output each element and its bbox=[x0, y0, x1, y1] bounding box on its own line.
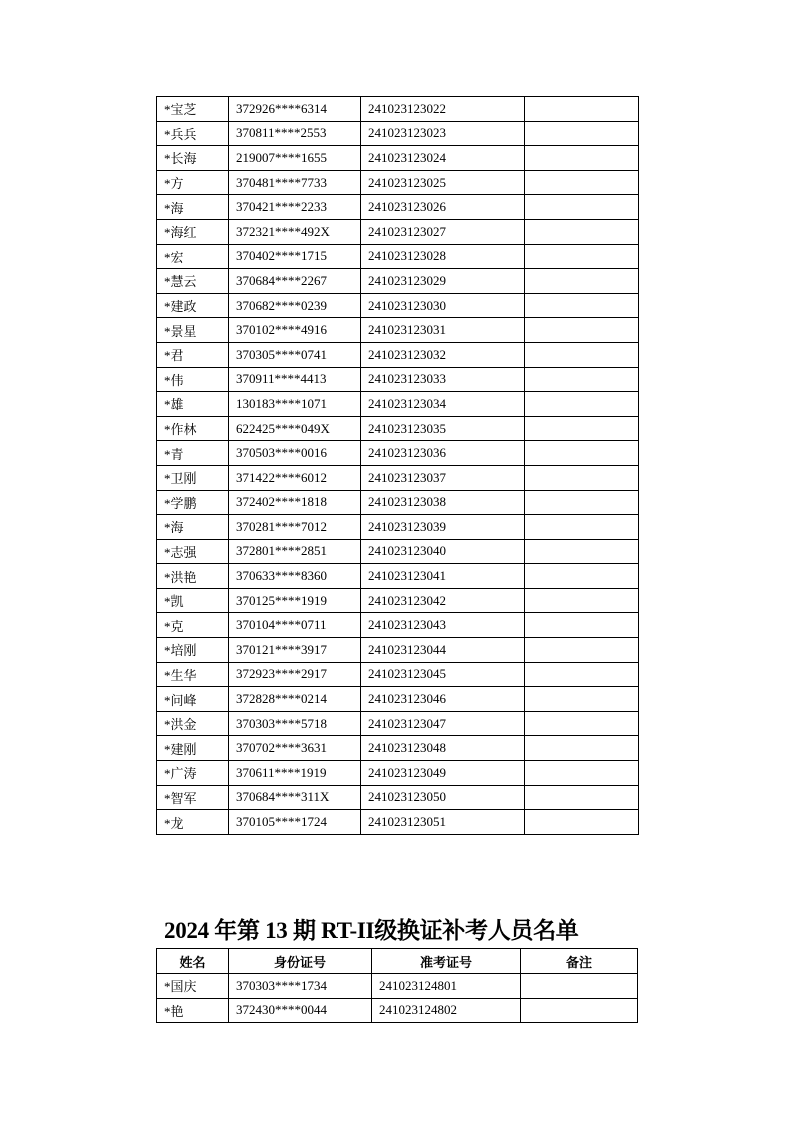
exam-number-cell: 241023123049 bbox=[361, 761, 525, 786]
exam-number-cell: 241023123029 bbox=[361, 269, 525, 294]
name-cell: *宏 bbox=[157, 244, 229, 269]
exam-number-cell: 241023124802 bbox=[372, 998, 521, 1023]
table-row bbox=[157, 318, 639, 343]
exam-number-cell: 241023123034 bbox=[361, 392, 525, 417]
table-row bbox=[157, 810, 639, 835]
remarks-cell bbox=[525, 687, 639, 712]
table-row bbox=[157, 588, 639, 613]
table-row bbox=[157, 761, 639, 786]
name-cell: *青 bbox=[157, 441, 229, 466]
exam-number-cell: 241023123027 bbox=[361, 219, 525, 244]
id-number-cell: 370481****7733 bbox=[229, 170, 361, 195]
exam-number-cell: 241023123046 bbox=[361, 687, 525, 712]
name-cell: *兵兵 bbox=[157, 121, 229, 146]
remarks-cell bbox=[521, 998, 638, 1023]
remarks-cell bbox=[525, 564, 639, 589]
id-number-cell: 370303****5718 bbox=[229, 711, 361, 736]
table-row bbox=[157, 392, 639, 417]
id-number-cell: 219007****1655 bbox=[229, 146, 361, 171]
table-row bbox=[157, 736, 639, 761]
table-row bbox=[157, 711, 639, 736]
table-row bbox=[157, 490, 639, 515]
id-number-cell: 370305****0741 bbox=[229, 342, 361, 367]
table-row bbox=[157, 416, 639, 441]
exam-number-cell: 241023123041 bbox=[361, 564, 525, 589]
remarks-cell bbox=[525, 195, 639, 220]
table-row bbox=[157, 121, 639, 146]
id-number-cell: 370104****0711 bbox=[229, 613, 361, 638]
exam-number-cell: 241023124801 bbox=[372, 974, 521, 999]
name-cell: *问峰 bbox=[157, 687, 229, 712]
header-name: 姓名 bbox=[157, 949, 229, 974]
remarks-cell bbox=[525, 662, 639, 687]
remarks-cell bbox=[525, 318, 639, 343]
remarks-cell bbox=[525, 219, 639, 244]
table-row bbox=[157, 974, 638, 999]
exam-number-cell: 241023123024 bbox=[361, 146, 525, 171]
id-number-cell: 370611****1919 bbox=[229, 761, 361, 786]
remarks-cell bbox=[525, 97, 639, 122]
makeup-exam-table bbox=[156, 948, 638, 1023]
name-cell: *海 bbox=[157, 195, 229, 220]
id-number-cell: 370682****0239 bbox=[229, 293, 361, 318]
id-number-cell: 372321****492X bbox=[229, 219, 361, 244]
exam-number-cell: 241023123045 bbox=[361, 662, 525, 687]
id-number-cell: 370503****0016 bbox=[229, 441, 361, 466]
remarks-cell bbox=[525, 638, 639, 663]
exam-number-cell: 241023123028 bbox=[361, 244, 525, 269]
id-number-cell: 370281****7012 bbox=[229, 515, 361, 540]
name-cell: *国庆 bbox=[157, 974, 229, 999]
id-number-cell: 370811****2553 bbox=[229, 121, 361, 146]
name-cell: *智军 bbox=[157, 785, 229, 810]
exam-number-cell: 241023123042 bbox=[361, 588, 525, 613]
id-number-cell: 372926****6314 bbox=[229, 97, 361, 122]
remarks-cell bbox=[525, 441, 639, 466]
name-cell: *方 bbox=[157, 170, 229, 195]
header-remarks: 备注 bbox=[521, 949, 638, 974]
table-row bbox=[157, 244, 639, 269]
name-cell: *龙 bbox=[157, 810, 229, 835]
remarks-cell bbox=[525, 342, 639, 367]
exam-number-cell: 241023123031 bbox=[361, 318, 525, 343]
id-number-cell: 370684****311X bbox=[229, 785, 361, 810]
table-row bbox=[157, 613, 639, 638]
name-cell: *景星 bbox=[157, 318, 229, 343]
remarks-cell bbox=[525, 269, 639, 294]
name-cell: *凯 bbox=[157, 588, 229, 613]
name-cell: *雄 bbox=[157, 392, 229, 417]
name-cell: *慧云 bbox=[157, 269, 229, 294]
table-row bbox=[157, 367, 639, 392]
table-header-row bbox=[157, 949, 638, 974]
exam-number-cell: 241023123038 bbox=[361, 490, 525, 515]
name-cell: *洪艳 bbox=[157, 564, 229, 589]
id-number-cell: 370911****4413 bbox=[229, 367, 361, 392]
id-number-cell: 370633****8360 bbox=[229, 564, 361, 589]
id-number-cell: 370121****3917 bbox=[229, 638, 361, 663]
name-cell: *克 bbox=[157, 613, 229, 638]
remarks-cell bbox=[525, 293, 639, 318]
name-cell: *作林 bbox=[157, 416, 229, 441]
remarks-cell bbox=[525, 761, 639, 786]
header-exam-number: 准考证号 bbox=[372, 949, 521, 974]
name-cell: *卫刚 bbox=[157, 465, 229, 490]
name-cell: *伟 bbox=[157, 367, 229, 392]
candidate-table-continued bbox=[156, 96, 639, 835]
remarks-cell bbox=[525, 711, 639, 736]
table-row bbox=[157, 195, 639, 220]
name-cell: *生华 bbox=[157, 662, 229, 687]
name-cell: *艳 bbox=[157, 998, 229, 1023]
name-cell: *君 bbox=[157, 342, 229, 367]
table-row bbox=[157, 146, 639, 171]
table-row bbox=[157, 687, 639, 712]
exam-number-cell: 241023123048 bbox=[361, 736, 525, 761]
name-cell: *长海 bbox=[157, 146, 229, 171]
name-cell: *建刚 bbox=[157, 736, 229, 761]
exam-number-cell: 241023123043 bbox=[361, 613, 525, 638]
table-row bbox=[157, 662, 639, 687]
id-number-cell: 370702****3631 bbox=[229, 736, 361, 761]
exam-number-cell: 241023123032 bbox=[361, 342, 525, 367]
id-number-cell: 370303****1734 bbox=[229, 974, 372, 999]
exam-number-cell: 241023123022 bbox=[361, 97, 525, 122]
remarks-cell bbox=[525, 121, 639, 146]
remarks-cell bbox=[525, 244, 639, 269]
name-cell: *建政 bbox=[157, 293, 229, 318]
name-cell: *海 bbox=[157, 515, 229, 540]
remarks-cell bbox=[525, 539, 639, 564]
exam-number-cell: 241023123023 bbox=[361, 121, 525, 146]
id-number-cell: 371422****6012 bbox=[229, 465, 361, 490]
remarks-cell bbox=[525, 736, 639, 761]
exam-number-cell: 241023123033 bbox=[361, 367, 525, 392]
remarks-cell bbox=[521, 974, 638, 999]
id-number-cell: 370421****2233 bbox=[229, 195, 361, 220]
exam-number-cell: 241023123040 bbox=[361, 539, 525, 564]
name-cell: *海红 bbox=[157, 219, 229, 244]
name-cell: *学鹏 bbox=[157, 490, 229, 515]
name-cell: *培刚 bbox=[157, 638, 229, 663]
exam-number-cell: 241023123044 bbox=[361, 638, 525, 663]
id-number-cell: 372828****0214 bbox=[229, 687, 361, 712]
header-id-number: 身份证号 bbox=[229, 949, 372, 974]
id-number-cell: 370402****1715 bbox=[229, 244, 361, 269]
exam-number-cell: 241023123051 bbox=[361, 810, 525, 835]
exam-number-cell: 241023123036 bbox=[361, 441, 525, 466]
id-number-cell: 372430****0044 bbox=[229, 998, 372, 1023]
exam-number-cell: 241023123030 bbox=[361, 293, 525, 318]
remarks-cell bbox=[525, 810, 639, 835]
id-number-cell: 370102****4916 bbox=[229, 318, 361, 343]
remarks-cell bbox=[525, 465, 639, 490]
table-row bbox=[157, 785, 639, 810]
remarks-cell bbox=[525, 170, 639, 195]
table-row bbox=[157, 564, 639, 589]
makeup-table-body bbox=[157, 974, 638, 1023]
table-row bbox=[157, 539, 639, 564]
id-number-cell: 622425****049X bbox=[229, 416, 361, 441]
table-row bbox=[157, 97, 639, 122]
id-number-cell: 370105****1724 bbox=[229, 810, 361, 835]
exam-number-cell: 241023123026 bbox=[361, 195, 525, 220]
table-row bbox=[157, 293, 639, 318]
table-row bbox=[157, 219, 639, 244]
table-row bbox=[157, 515, 639, 540]
exam-number-cell: 241023123050 bbox=[361, 785, 525, 810]
name-cell: *宝芝 bbox=[157, 97, 229, 122]
remarks-cell bbox=[525, 367, 639, 392]
table-row bbox=[157, 465, 639, 490]
remarks-cell bbox=[525, 515, 639, 540]
remarks-cell bbox=[525, 490, 639, 515]
name-cell: *广涛 bbox=[157, 761, 229, 786]
id-number-cell: 370125****1919 bbox=[229, 588, 361, 613]
remarks-cell bbox=[525, 785, 639, 810]
exam-number-cell: 241023123039 bbox=[361, 515, 525, 540]
remarks-cell bbox=[525, 146, 639, 171]
id-number-cell: 130183****1071 bbox=[229, 392, 361, 417]
table-row bbox=[157, 342, 639, 367]
table-row bbox=[157, 170, 639, 195]
remarks-cell bbox=[525, 613, 639, 638]
id-number-cell: 372402****1818 bbox=[229, 490, 361, 515]
exam-number-cell: 241023123025 bbox=[361, 170, 525, 195]
exam-number-cell: 241023123047 bbox=[361, 711, 525, 736]
exam-number-cell: 241023123037 bbox=[361, 465, 525, 490]
name-cell: *洪金 bbox=[157, 711, 229, 736]
table-row bbox=[157, 441, 639, 466]
table-row bbox=[157, 269, 639, 294]
remarks-cell bbox=[525, 588, 639, 613]
name-cell: *志强 bbox=[157, 539, 229, 564]
remarks-cell bbox=[525, 416, 639, 441]
exam-number-cell: 241023123035 bbox=[361, 416, 525, 441]
id-number-cell: 372923****2917 bbox=[229, 662, 361, 687]
candidate-table-body bbox=[157, 97, 639, 835]
table-row bbox=[157, 998, 638, 1023]
id-number-cell: 372801****2851 bbox=[229, 539, 361, 564]
table-row bbox=[157, 638, 639, 663]
section-title: 2024 年第 13 期 RT-II级换证补考人员名单 bbox=[164, 918, 579, 943]
id-number-cell: 370684****2267 bbox=[229, 269, 361, 294]
remarks-cell bbox=[525, 392, 639, 417]
